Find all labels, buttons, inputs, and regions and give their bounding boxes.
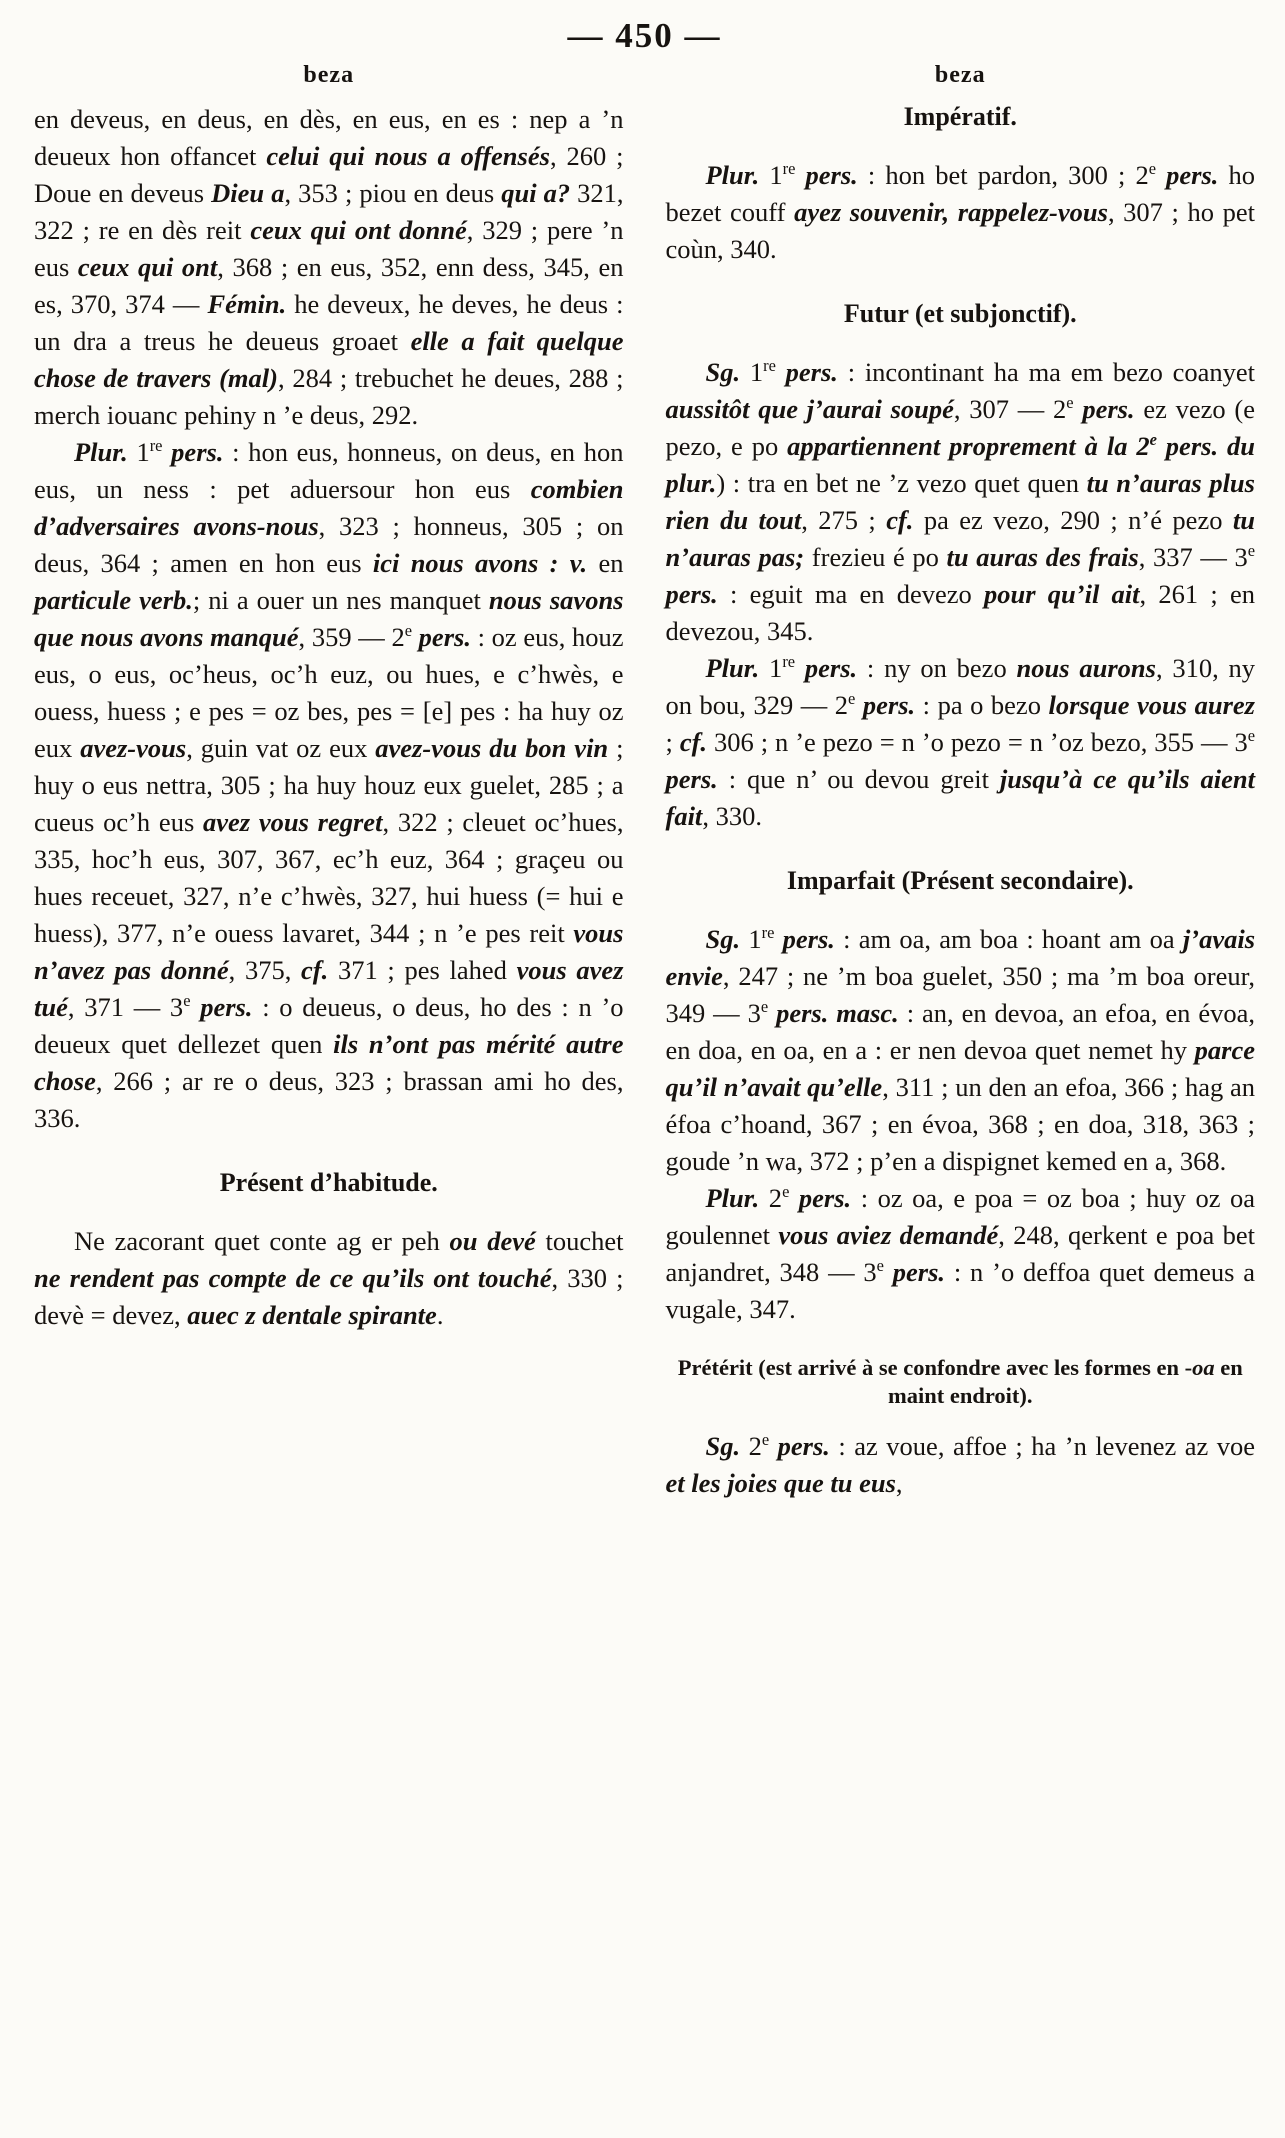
italic-text-run: et les joies que tu eus (665, 1468, 896, 1498)
text-run: en deveus, en deus, en dès, en eus, en es : nep a ’n deueux hon offancet (34, 104, 624, 171)
italic-text-run: Plur. (705, 1183, 760, 1213)
text-run: , 261 ; en devezou, 345. (665, 579, 1255, 646)
italic-text-run: pers. du plur. (665, 431, 1255, 498)
italic-text-run: Sg. (705, 924, 741, 954)
text-run: 1 (759, 160, 783, 190)
text-run: , 260 ; Doue en deveus (34, 141, 624, 208)
paragraph (666, 650, 1256, 835)
italic-text-run: Fémin. (207, 289, 287, 319)
text-run: Ne zacorant quet conte ag er peh (74, 1226, 450, 1256)
text-run: , 275 ; (801, 505, 887, 535)
text-run: en maint endroit). (887, 1355, 1243, 1408)
paragraph (666, 1428, 1256, 1502)
italic-text-run: pers. (795, 653, 858, 683)
text-run: touchet (535, 1226, 624, 1256)
text-run: Prétérit (est arrivé à se confondre avec les formes en - (677, 1355, 1193, 1380)
text-run: 1 (759, 653, 783, 683)
italic-text-run: nous savons que nous avons manqué (34, 585, 624, 652)
italic-text-run: appartiennent proprement à la 2 (787, 431, 1150, 461)
italic-text-run: ici nous avons : v. (372, 548, 588, 578)
text-run: frezieu é po (804, 542, 947, 572)
running-head-right: beza (934, 62, 986, 88)
italic-text-run: avez-vous (80, 733, 187, 763)
text-run: e (183, 991, 191, 1011)
running-head-left: beza (303, 62, 355, 88)
text-run: ; ni a ouer un nes manquet (192, 585, 489, 615)
italic-text-run: avez vous regret (203, 807, 383, 837)
text-run: , 337 — 3 (1138, 542, 1248, 572)
italic-text-run: tu n’auras plus rien du tout (665, 468, 1255, 535)
text-run: : n ’o deffoa quet demeus a vugale, 347. (665, 1257, 1256, 1324)
text-run: Imparfait (Présent secondaire). (786, 866, 1134, 895)
text-run: : que n’ ou devou greit (717, 764, 1000, 794)
section-heading (668, 1354, 1254, 1410)
text-run: , 248, qerkent e poa bet anjandret, 348 — 3 (665, 1220, 1255, 1287)
paragraph (666, 157, 1256, 268)
italic-text-run: tu auras des frais (946, 542, 1139, 572)
text-run: he deveux, he deves, he deus : un dra a treus he deueus groaet (34, 289, 624, 356)
italic-text-run: combien d’adversaires avons-nous (34, 474, 624, 541)
italic-text-run: pour qu’il ait (983, 579, 1140, 609)
text-run: : oz eus, houz eus, o eus, oc’heus, oc’h euz, ou hues, e c’hwès, e ouess, huess ; e pes = oz bes, pes = [e] pes : ha huy oz eux (34, 622, 624, 763)
italic-text-run: cf. (886, 505, 914, 535)
italic-text-run: ayez souvenir, rappelez-vous (794, 197, 1108, 227)
italic-text-run: qui a? (501, 178, 571, 208)
italic-text-run: vous avez tué (34, 955, 624, 1022)
text-run: , 329 ; pere ’n eus (34, 215, 624, 282)
italic-text-run: pers. (855, 690, 916, 720)
italic-text-run: pers. masc. (768, 998, 899, 1028)
text-run: re (763, 356, 776, 376)
text-run: e (761, 1430, 770, 1450)
italic-text-run: pers. (795, 160, 858, 190)
italic-text-run: celui qui nous a offensés (266, 141, 550, 171)
text-run: 1 (740, 357, 764, 387)
italic-text-run: pers. (412, 622, 471, 652)
italic-text-run: pers. (1156, 160, 1219, 190)
text-run: pa ez vezo, 290 ; n’é pezo (913, 505, 1233, 535)
italic-text-run: particule verb. (34, 585, 193, 615)
text-run: , 307 — 2 (953, 394, 1067, 424)
italic-text-run: pers. (665, 764, 718, 794)
text-run: , 307 ; ho pet coùn, 340. (665, 197, 1255, 264)
italic-text-run: ceux qui ont (77, 252, 218, 282)
italic-text-run: Plur. (705, 160, 760, 190)
text-run: re (782, 159, 796, 179)
text-run: Présent d’habitude. (219, 1168, 438, 1197)
italic-text-run: auec z dentale spirante (187, 1300, 437, 1330)
text-run: ez vezo (e pezo, e po (665, 394, 1256, 461)
text-run: en (587, 548, 624, 578)
text-run: e (782, 1182, 790, 1202)
page-number: — 450 — (567, 16, 722, 55)
italic-text-run: vous n’avez pas donné (34, 918, 624, 985)
italic-text-run: pers. (769, 1431, 830, 1461)
section-heading (40, 1167, 618, 1199)
text-run: 321, 322 ; re en dès reit (34, 178, 624, 245)
text-run: , 247 ; ne ’m boa guelet, 350 ; ma ’m boa oreur, 349 — 3 (665, 961, 1255, 1028)
text-run: . (436, 1300, 444, 1330)
text-run: , 330 ; devè = devez, (34, 1263, 624, 1330)
text-run: , 284 ; trebuchet he deues, 288 ; merch iouanc pehiny n ’e deus, 292. (34, 363, 624, 430)
text-run: : incontinant ha ma em bezo coanyet (837, 357, 1256, 387)
paragraph (34, 1223, 624, 1334)
text-run: e (1247, 541, 1255, 561)
text-run: : an, en devoa, an efoa, en évoa, en doa, en oa, en a : er nen devoa quet nemet hy (665, 998, 1255, 1065)
italic-text-run: pers. (1073, 394, 1135, 424)
paragraph (34, 434, 624, 1137)
italic-text-run: elle a fait quelque chose de travers (mal) (34, 326, 624, 393)
italic-text-run: vous aviez demandé (778, 1220, 999, 1250)
text-run: e (404, 621, 412, 641)
italic-text-run: ceux qui ont donné (250, 215, 467, 245)
text-run: 2 (759, 1183, 783, 1213)
italic-text-run: ne rendent pas compte de ce qu’ils ont touché (34, 1263, 552, 1293)
left-column (34, 62, 624, 1502)
text-run: e (1066, 393, 1074, 413)
text-run: ; (665, 727, 680, 757)
text-run: , 323 ; honneus, 305 ; on deus, 364 ; amen en hon eus (34, 511, 624, 578)
text-run: e (760, 997, 769, 1017)
text-run: , 310, ny on bou, 329 — 2 (665, 653, 1256, 720)
text-run: re (761, 923, 775, 943)
text-run: , 359 — 2 (298, 622, 405, 652)
right-column (666, 62, 1256, 1502)
italic-text-run: oa (1192, 1355, 1215, 1380)
italic-text-run: avez-vous du bon vin (375, 733, 609, 763)
italic-text-run: lorsque vous aurez (1048, 690, 1255, 720)
two-column-layout (34, 62, 1255, 1502)
italic-text-run: j’avais envie (665, 924, 1256, 991)
italic-text-run: ou devé (449, 1226, 536, 1256)
italic-text-run: cf. (679, 727, 708, 757)
italic-text-run: Dieu a (211, 178, 285, 208)
text-run: ; huy o eus nettra, 305 ; ha huy houz eux guelet, 285 ; a cueus oc’h eus (34, 733, 624, 837)
text-run: : am oa, am boa : hoant am oa (834, 924, 1183, 954)
section-heading (672, 101, 1250, 133)
text-run: 371 ; pes lahed (328, 955, 517, 985)
text-run: : hon bet pardon, 300 ; 2 (857, 160, 1149, 190)
right-column-text (666, 101, 1256, 1502)
text-run: , 311 ; un den an efoa, 366 ; hag an éfoa c’hoand, 367 ; en évoa, 368 ; en doa, 318, 363 ; goude ’n wa, 372 ; p’en a dispignet kemed en a, 368. (665, 1072, 1255, 1176)
italic-text-run: tu n’auras pas; (665, 505, 1255, 572)
italic-text-run: Sg. (705, 357, 741, 387)
text-run: : o deueus, o deus, ho des : n ’o deueux quet dellezet quen (34, 992, 624, 1059)
italic-text-run: Sg. (705, 1431, 741, 1461)
italic-text-run: pers. (162, 437, 224, 467)
text-run: : az voue, affoe ; ha ’n levenez az voe (829, 1431, 1255, 1461)
italic-text-run: Plur. (705, 653, 760, 683)
italic-text-run: jusqu’à ce qu’ils aient fait (665, 764, 1256, 831)
text-run: ) : tra en bet ne ’z vezo quet quen (716, 468, 1087, 498)
text-run: , guin vat oz eux (186, 733, 376, 763)
text-run: e (848, 689, 856, 709)
italic-text-run: ils n’ont pas mérité autre chose (34, 1029, 624, 1096)
italic-text-run: Plur. (74, 437, 128, 467)
text-run: 1 (740, 924, 762, 954)
text-run: , (895, 1468, 903, 1498)
italic-text-run: pers. (789, 1183, 852, 1213)
text-run: 1 (127, 437, 150, 467)
paragraph (34, 101, 624, 434)
text-run: 306 ; n ’e pezo = n ’o pezo = n ’oz bezo, 355 — 3 (707, 727, 1248, 757)
paragraph (666, 921, 1256, 1180)
text-run: re (782, 652, 796, 672)
italic-text-run: nous aurons (1016, 653, 1156, 683)
text-run: ho bezet couff (665, 160, 1256, 227)
text-run: : eguit ma en devezo (717, 579, 984, 609)
text-run: e (1148, 159, 1157, 179)
italic-text-run: e (1149, 430, 1157, 450)
italic-text-run: pers. (775, 357, 838, 387)
text-run: , 368 ; en eus, 352, enn dess, 345, en es, 370, 374 — (34, 252, 624, 319)
text-run: 2 (740, 1431, 762, 1461)
section-heading (672, 865, 1250, 897)
left-column-text (34, 101, 624, 1334)
text-run: e (876, 1256, 884, 1276)
text-run: , 330. (702, 801, 762, 831)
text-run: , 375, (228, 955, 302, 985)
paragraph (666, 1180, 1256, 1328)
text-run: , 353 ; piou en deus (284, 178, 502, 208)
section-heading (672, 298, 1250, 330)
text-run: : pa o bezo (915, 690, 1049, 720)
text-run: , 371 — 3 (67, 992, 184, 1022)
text-run: e (1247, 726, 1255, 746)
text-run: Impératif. (903, 102, 1017, 131)
text-run: : ny on bezo (857, 653, 1017, 683)
italic-text-run: pers. (774, 924, 835, 954)
text-run: , 322 ; cleuet oc’hues, 335, hoc’h eus, 307, 367, ec’h euz, 364 ; graçeu ou hues receuet, 327, n’e c’hwès, 327, hui huess (= hui e huess), 377, n’e ouess lavaret, 344 ; n ’e pes reit (34, 807, 624, 948)
italic-text-run: aussitôt que j’aurai soupé (665, 394, 954, 424)
text-run: , 266 ; ar re o deus, 323 ; brassan ami ho des, 336. (34, 1066, 624, 1133)
text-run: re (149, 436, 163, 456)
italic-text-run: pers. (665, 579, 718, 609)
text-run: Futur (et subjonctif). (843, 299, 1077, 328)
italic-text-run: pers. (883, 1257, 946, 1287)
text-run: : hon eus, honneus, on deus, en hon eus, un ness : pet aduersour hon eus (34, 437, 624, 504)
paragraph (666, 354, 1256, 650)
italic-text-run: cf. (301, 955, 329, 985)
text-run: : oz oa, e poa = oz boa ; huy oz oa goulennet (665, 1183, 1256, 1250)
italic-text-run: parce qu’il n’avait qu’elle (665, 1035, 1255, 1102)
italic-text-run: pers. (190, 992, 253, 1022)
